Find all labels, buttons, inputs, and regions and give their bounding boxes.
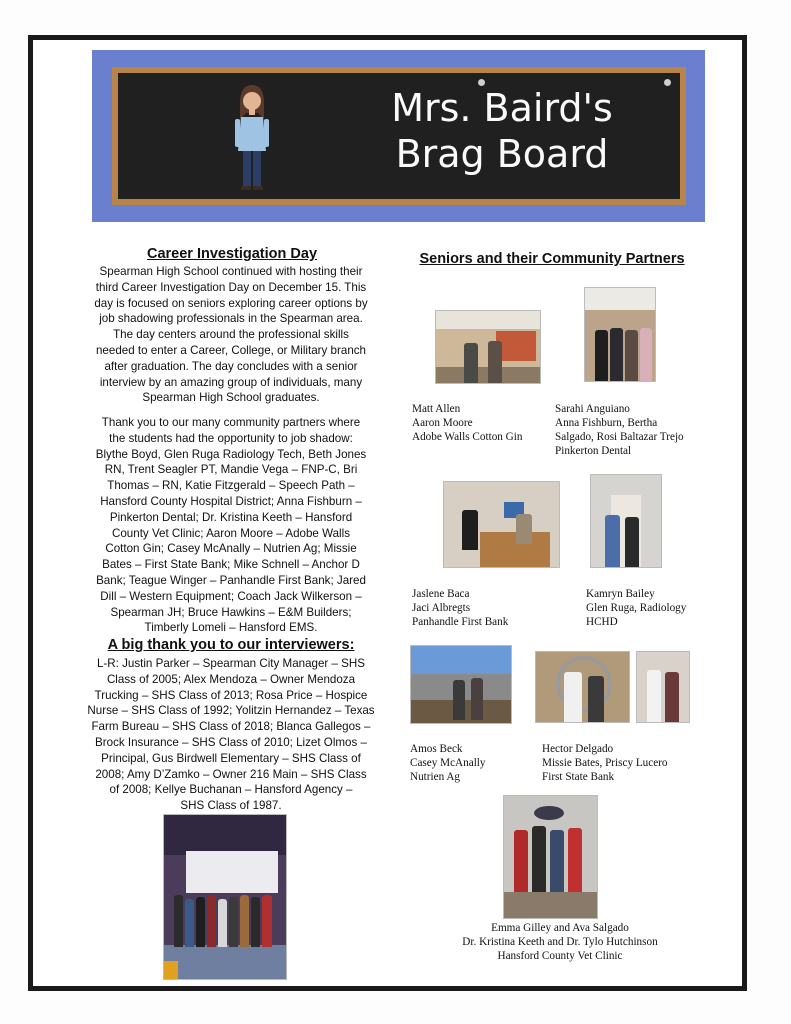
partner-photo-1 [435, 310, 541, 384]
page-title: Mrs. Baird's Brag Board [391, 86, 613, 176]
partner-photo-3 [443, 481, 560, 568]
partner-photo-4 [590, 474, 662, 568]
partner-photo-8 [503, 795, 598, 919]
career-day-heading: Career Investigation Day [146, 246, 318, 262]
thumbtack-icon [664, 79, 671, 86]
partner-caption-6: Hector Delgado Missie Bates, Priscy Lucero First State Bank [542, 743, 668, 783]
header-banner [92, 50, 705, 222]
interviewers-list: L-R: Justin Parker – Spearman City Manager – SHS Class of 2005; Alex Mendoza – Owner Mendoza Trucking – SHS Class of 2013; Rosa Price – Hospice Nurse – SHS Class of 1992; Yolitzin Hernandez – Texas Farm Bureau – SHS Class of 2018; Blanca Gallegos – Brock Insurance – SHS Class of 2010; Lizet Olmos – Principal, Gus Birdwell Elementary – SHS Class of 2008; Amy D’Zamko – Owner 216 Main – SHS Class of 2008; Kellye Buchanan – Hansford Agency – SHS Class of 1987. [87, 657, 375, 813]
partner-photo-2 [584, 287, 656, 382]
teacher-avatar-icon [230, 81, 274, 193]
partner-photo-5 [410, 645, 512, 724]
career-day-intro: Spearman High School continued with hosting their third Career Investigation Day on December 15. This day is focused on seniors exploring career options by job shadowing professionals in the Spearman area. The day centers around the professional skills needed to enter a Career, College, or Military branch after graduation. The day concludes with a senior interview by an amazing group of individuals, many Spearman High School graduates. [94, 265, 368, 405]
partner-caption-7: Emma Gilley and Ava Salgado Dr. Kristina Keeth and Dr. Tylo Hutchinson Hansford County Vet Clinic [462, 922, 658, 962]
partner-caption-3: Jaslene Baca Jaci Albregts Panhandle First Bank [412, 588, 509, 628]
partner-caption-1: Matt Allen Aaron Moore Adobe Walls Cotton Gin [412, 403, 523, 443]
partner-photo-7 [636, 651, 690, 723]
seniors-partners-heading: Seniors and their Community Partners [419, 251, 685, 267]
interviewers-group-photo [163, 814, 287, 980]
partner-caption-2: Sarahi Anguiano Anna Fishburn, Bertha Salgado, Rosi Baltazar Trejo Pinkerton Dental [555, 403, 684, 457]
partner-caption-4: Kamryn Bailey Glen Ruga, Radiology HCHD [586, 588, 687, 628]
chalkboard [112, 67, 686, 205]
interviewers-heading: A big thank you to our interviewers: [107, 637, 355, 653]
partner-photo-6 [535, 651, 630, 723]
community-partners-thanks: Thank you to our many community partners where the students had the opportunity to job shadow: Blythe Boyd, Glen Ruga Radiology Tech, Beth Jones RN, Trent Seagler PT, Mandie Vega – FNP-C, Bri Thomas – RN, Katie Fitzgerald – Speech Path – Hansford County Hospital District; Anna Fishburn – Pinkerton Dental; Dr. Kristina Keeth – Hansford County Vet Clinic; Aaron Moore – Adobe Walls Cotton Gin; Casey McAnally – Nutrien Ag; Missie Bates – First State Bank; Mike Schnell – Anchor D Bank; Teague Winger – Panhandle First Bank; Jared Dill – Western Equipment; Coach Jack Wilkerson – Spearman JH; Bruce Hawkins – E&M Builders; Timberly Lomeli – Hansford EMS. [95, 416, 367, 635]
partner-caption-5: Amos Beck Casey McAnally Nutrien Ag [410, 743, 486, 783]
